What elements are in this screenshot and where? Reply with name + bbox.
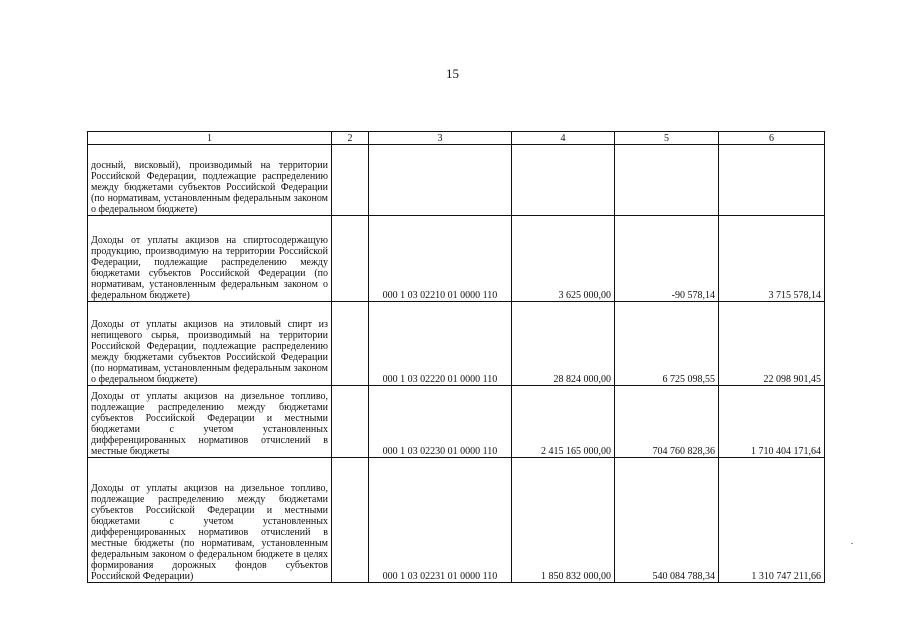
page-number: 15: [446, 66, 459, 81]
table-row: [88, 302, 825, 386]
row-value-5: 6 725 098,55: [615, 302, 719, 386]
row-col2: [332, 145, 369, 216]
row-name: Доходы от уплаты акцизов на дизельное топливо, подлежащие распределению между бюджетами субъектов Российской Федерации и местными бюджетами с учетом установленных дифференцированных нормативов отчислений в местные бюджеты (по нормативам, установленным федеральным законом о федеральном бюджете в целях формирования дорожных фондов субъектов Российской Федерации): [88, 458, 332, 583]
row-value-4: 28 824 000,00: [512, 302, 615, 386]
row-value-6: [719, 145, 825, 216]
row-value-6: 1 310 747 211,66: [719, 458, 825, 583]
header-col-3: 3: [369, 132, 512, 145]
table-row: [88, 458, 825, 583]
row-value-4: [512, 145, 615, 216]
header-col-6: 6: [719, 132, 825, 145]
table-row: [88, 216, 825, 302]
header-col-2: 2: [332, 132, 369, 145]
row-value-5: 540 084 788,34: [615, 458, 719, 583]
row-code: 000 1 03 02210 01 0000 110: [369, 216, 512, 302]
row-code: 000 1 03 02220 01 0000 110: [369, 302, 512, 386]
row-name: досный, висковый), производимый на территории Российской Федерации, подлежащие распределению между бюджетами субъектов Российской Федерации (по нормативам, установленным федеральным законом о федеральном бюджете): [88, 145, 332, 216]
row-value-6: 3 715 578,14: [719, 216, 825, 302]
row-col2: [332, 458, 369, 583]
table-row: [88, 145, 825, 216]
row-value-5: 704 760 828,36: [615, 386, 719, 458]
scan-artifact: [851, 543, 853, 544]
table-row: [88, 386, 825, 458]
row-name: Доходы от уплаты акцизов на этиловый спирт из непищевого сырья, производимый на территории Российской Федерации, подлежащие распределению между бюджетами субъектов Российской Федерации (по нормативам, установленным федеральным законом о федеральном бюджете): [88, 302, 332, 386]
budget-table: [87, 131, 825, 583]
header-col-1: 1: [88, 132, 332, 145]
row-col2: [332, 386, 369, 458]
row-value-4: 2 415 165 000,00: [512, 386, 615, 458]
row-value-4: 1 850 832 000,00: [512, 458, 615, 583]
header-col-4: 4: [512, 132, 615, 145]
row-code: [369, 145, 512, 216]
row-code: 000 1 03 02230 01 0000 110: [369, 386, 512, 458]
row-col2: [332, 302, 369, 386]
row-code: 000 1 03 02231 01 0000 110: [369, 458, 512, 583]
header-col-5: 5: [615, 132, 719, 145]
row-value-6: 1 710 404 171,64: [719, 386, 825, 458]
row-col2: [332, 216, 369, 302]
row-value-5: -90 578,14: [615, 216, 719, 302]
row-name: Доходы от уплаты акцизов на спиртосодержащую продукцию, производимую на территории Российской Федерации, подлежащие распределению между бюджетами субъектов Российской Федерации (по нормативам, установленным федеральным законом о федеральном бюджете): [88, 216, 332, 302]
row-value-4: 3 625 000,00: [512, 216, 615, 302]
header-row: [88, 132, 825, 145]
row-name: Доходы от уплаты акцизов на дизельное топливо, подлежащие распределению между бюджетами субъектов Российской Федерации и местными бюджетами с учетом установленных дифференцированных нормативов отчислений в местные бюджеты: [88, 386, 332, 458]
row-value-5: [615, 145, 719, 216]
row-value-6: 22 098 901,45: [719, 302, 825, 386]
